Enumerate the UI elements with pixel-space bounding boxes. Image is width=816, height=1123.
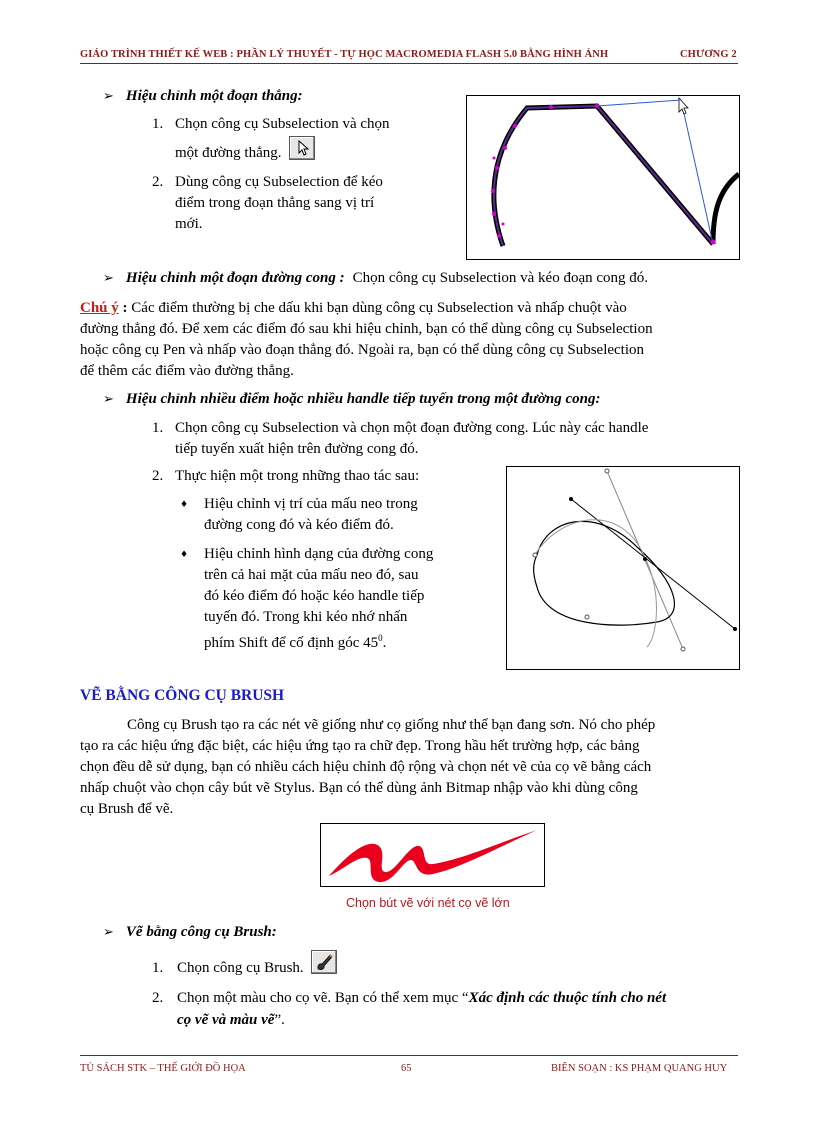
header-title: GIÁO TRÌNH THIẾT KẾ WEB : PHẦN LÝ THUYẾT - TỰ HỌC MACROMEDIA FLASH 5.0 BẰNG HÌNH ẢNH (80, 49, 609, 60)
brush-icon (311, 950, 337, 974)
sub2-line-e: phím Shift để cố định góc 45 (204, 635, 379, 651)
brush-step1-row (177, 958, 337, 979)
s1-step2-line-a: Dùng công cụ Subselection để kéo (175, 174, 383, 190)
brush-step2-bold: Xác định các thuộc tính cho nét (468, 990, 667, 1006)
brush-section-title: VẼ BẰNG CÔNG CỤ BRUSH (80, 687, 285, 704)
arrow-bullet-icon: ➢ (103, 271, 114, 286)
diamond-bullet-icon: ♦ (180, 550, 189, 560)
note-label: Chú ý (80, 300, 119, 316)
footer-left: TỦ SÁCH STK – THẾ GIỚI ĐỒ HỌA (80, 1063, 246, 1074)
section3-heading: Hiệu chỉnh nhiều điểm hoặc nhiều handle tiếp tuyến trong một đường cong: (125, 391, 601, 407)
section2-heading: Hiệu chỉnh một đoạn đường cong : (125, 270, 345, 286)
header-chapter: CHƯƠNG 2 (680, 49, 737, 60)
s1-step1-line-b: một đường thẳng. (175, 145, 282, 161)
brush-step2-line-a (177, 988, 666, 1009)
figure-curve-handles (506, 466, 740, 670)
arrow-bullet-icon: ➢ (103, 925, 114, 940)
brush-figure-caption: Chọn bút vẽ với nét cọ vẽ lớn (346, 896, 510, 910)
figure-brush-stroke (320, 823, 545, 887)
brush-p-line-2: tạo ra các hiệu ứng đặc biệt, các hiệu ứng tạo ra chữ đẹp. Trong hầu hết trường hợp, các bảng (80, 738, 640, 754)
brush-step2-num: 2. (152, 990, 164, 1006)
note-paragraph (80, 298, 738, 382)
footer-rule (80, 1055, 738, 1056)
note-colon: : (118, 300, 128, 316)
brush-paragraph (80, 715, 738, 820)
s3-step1-line-a: Chọn công cụ Subselection và chọn một đoạn đường cong. Lúc này các handle (175, 420, 649, 436)
diamond-bullet-icon: ♦ (180, 500, 189, 510)
arrow-bullet-icon: ➢ (103, 89, 114, 104)
sub2-line-e-row (204, 628, 386, 654)
note-line-4: để thêm các điểm vào đường thẳng. (80, 363, 294, 379)
sub1-line-b: đường cong đó và kéo điểm đó. (204, 517, 394, 533)
section2-row (103, 268, 648, 289)
header-rule (80, 63, 738, 64)
sub2-line-a: Hiệu chỉnh hình dạng của đường cong (204, 546, 434, 562)
brush-step2-text: Chọn một màu cho cọ vẽ. Bạn có thể xem mục “ (177, 990, 469, 1006)
page-number: 65 (401, 1063, 412, 1074)
s1-step2-line-b: điểm trong đoạn thẳng sang vị trí (175, 195, 375, 211)
brush-step1-text: Chọn công cụ Brush. (177, 960, 304, 976)
section1-heading-row (103, 87, 303, 105)
brush-p-line-4: nhấp chuột vào chọn cây bút vẽ Stylus. Bạn có thể dùng ảnh Bitmap nhập vào khi dùng công (80, 780, 638, 796)
s1-step1-line-a: Chọn công cụ Subselection và chọn (175, 116, 390, 132)
brush-p-line-3: chọn đều dễ sử dụng, bạn có nhiều cách hiệu chỉnh độ rộng và chọn nét vẽ của cọ vẽ bằng cách (80, 759, 652, 775)
brush-p-line-1: Công cụ Brush tạo ra các nét vẽ giống như cọ giống như thể bạn đang sơn. Nó cho phép (127, 717, 656, 733)
note-line-1-text: Các điểm thường bị che dấu khi bạn dùng công cụ Subselection và nhấp chuột vào (131, 300, 627, 316)
figure-straight-line-edit (466, 95, 740, 260)
brush-heading-row (103, 923, 277, 941)
sub2-line-c: đó kéo điểm đó hoặc kéo handle tiếp (204, 588, 425, 604)
degree-superscript: 0 (378, 633, 383, 643)
s3-step2-num: 2. (152, 468, 164, 484)
section3-heading-row (103, 390, 601, 408)
note-line-2: đường thẳng đó. Để xem các điểm đó sau khi hiệu chỉnh, bạn có thể dùng công cụ Subselection (80, 321, 653, 337)
s3-step2-text: Thực hiện một trong những thao tác sau: (175, 468, 420, 484)
s3-step1-num: 1. (152, 420, 164, 436)
section1-heading: Hiệu chỉnh một đoạn thẳng: (125, 88, 303, 104)
note-line-1 (80, 298, 738, 319)
sub2-line-b: trên cả hai mặt của mấu neo đó, sau (204, 567, 419, 583)
s3-step1-line-b: tiếp tuyến xuất hiện trên đường cong đó. (175, 441, 419, 457)
section2-text: Chọn công cụ Subselection và kéo đoạn cong đó. (352, 270, 649, 286)
brush-p-line-5: cụ Brush để vẽ. (80, 801, 174, 817)
s1-step2-line-c: mới. (175, 216, 203, 232)
sub1-line-a: Hiệu chỉnh vị trí của mấu neo trong (204, 496, 418, 512)
note-line-3: hoặc công cụ Pen và nhấp vào đoạn thẳng đó. Ngoài ra, bạn có thể dùng công cụ Subselection (80, 342, 645, 358)
brush-step1-num: 1. (152, 960, 164, 976)
brush-step2-bold2: cọ vẽ và màu vẽ (177, 1012, 275, 1028)
s1-step1-line-b-row (175, 143, 315, 164)
arrow-cursor-icon (289, 136, 315, 160)
brush-heading: Vẽ bằng công cụ Brush: (125, 924, 277, 940)
s1-step2-num: 2. (152, 174, 164, 190)
brush-step2-line-b (177, 1010, 285, 1031)
sub2-line-end: . (382, 635, 387, 651)
footer-right: BIÊN SOẠN : KS PHẠM QUANG HUY (551, 1063, 728, 1074)
brush-step2-end: ”. (274, 1012, 285, 1028)
sub2-line-d: tuyến đó. Trong khi kéo nhớ nhấn (204, 609, 408, 625)
arrow-bullet-icon: ➢ (103, 392, 114, 407)
s1-step1-num: 1. (152, 116, 164, 132)
